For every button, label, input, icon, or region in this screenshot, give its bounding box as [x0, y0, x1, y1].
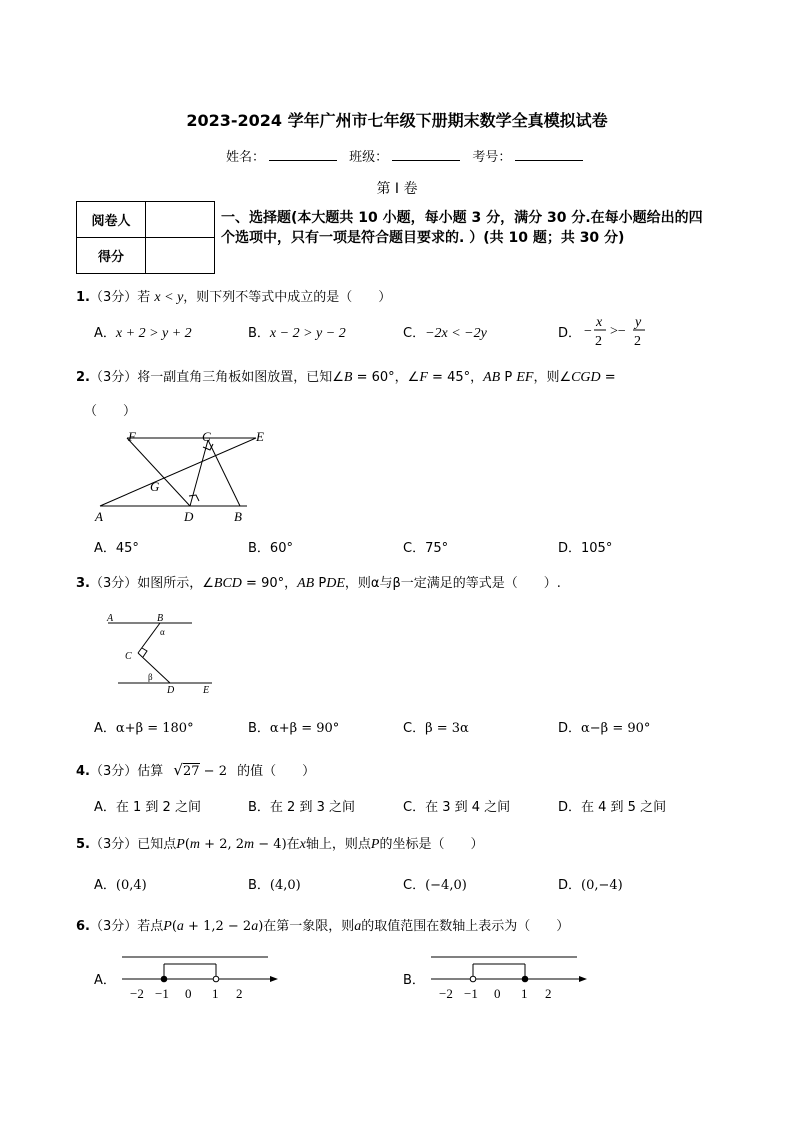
q2-right-angle-c — [203, 444, 213, 450]
exam-title: 2023-2024 学年广州市七年级下册期末数学全真模拟试卷 — [186, 111, 608, 130]
q6a-tick-0: 0 — [185, 986, 192, 1001]
q6-stem-1: 若点 — [137, 919, 164, 934]
q3-c-text: β = 3α — [425, 721, 469, 736]
q1-option-c — [403, 322, 487, 342]
q6a-tick-1: 1 — [212, 986, 219, 1001]
q2-line-ea — [100, 438, 256, 506]
exam-no-blank — [515, 148, 583, 161]
q2-line-cd — [190, 440, 208, 506]
q3-label-e: E — [203, 685, 210, 696]
q3-option-c — [403, 717, 469, 736]
q2-stem-6: AB — [483, 370, 501, 385]
q6-stem-6: a — [251, 919, 259, 934]
q2-stem-2: B — [343, 370, 353, 385]
q3-label-c: C — [125, 651, 132, 662]
q2-label-g: G — [150, 479, 160, 494]
q4-stem-tail: 的值（ ） — [237, 764, 316, 779]
q1-option-b — [248, 322, 346, 342]
q5-number: 5. — [76, 837, 90, 852]
q3-a-label: A． — [94, 721, 116, 736]
q6a-tick-neg2: −2 — [130, 986, 144, 1001]
q3-d-text: α−β = 90° — [581, 721, 651, 736]
q1-stem-text: 若 — [137, 290, 151, 305]
q2-stem-7: P — [500, 370, 517, 385]
q1-d-label: D． — [558, 326, 582, 341]
question-5 — [76, 833, 483, 853]
q2-option-a: A．45° — [94, 541, 139, 556]
q4-number: 4. — [76, 764, 90, 779]
q3-label-beta: β — [148, 672, 153, 682]
reviewer-blank-cell — [146, 202, 215, 238]
question-6 — [76, 915, 569, 935]
q4-option-b: B．在 2 到 3 之间 — [248, 800, 355, 815]
q5-d-label: D． — [558, 878, 582, 893]
q6-number: 6. — [76, 919, 90, 934]
class-label: 班级： — [349, 150, 389, 165]
q6b-open-point — [470, 976, 476, 982]
q6a-solid-point — [161, 976, 167, 982]
question-4 — [76, 760, 315, 779]
q5-score: （3分） — [89, 837, 138, 852]
q3-stem-4: AB — [297, 576, 315, 591]
q3-d-label: D． — [558, 721, 582, 736]
q2-stem-8: EF — [516, 370, 534, 385]
q1-b-text: x − 2 > y − 2 — [269, 326, 346, 341]
q6-stem-8: 在第一象限，则 — [263, 919, 355, 934]
q4-minus-two: − 2 — [199, 764, 227, 779]
q1-stem-math: x < y — [154, 290, 184, 305]
q3-label-a: A — [107, 613, 114, 624]
q2-stem-4: F — [419, 370, 428, 385]
q3-label-b: B — [157, 613, 164, 624]
q3-b-label: B． — [248, 721, 270, 736]
q1-d-num1: x — [596, 315, 603, 330]
name-blank — [269, 148, 337, 161]
q3-score: （3分） — [89, 576, 138, 591]
q2-figure — [90, 426, 275, 526]
q6-stem-3: ( — [171, 919, 177, 934]
q5-option-b — [248, 874, 301, 893]
q1-option-a — [94, 322, 192, 342]
q1-stem-tail: ，则下列不等式中成立的是（ ） — [183, 290, 392, 305]
q3-label-alpha: α — [160, 627, 165, 637]
q5-c-label: C． — [403, 878, 426, 893]
q3-label-d: D — [167, 685, 175, 696]
q6b-tick-2: 2 — [545, 986, 552, 1001]
q6-stem-4: a — [176, 919, 184, 934]
q1-c-label: C． — [403, 326, 426, 341]
score-cell: 得分 — [77, 238, 146, 274]
q5-option-d — [558, 874, 623, 893]
q5-stem-11: P — [370, 837, 380, 852]
q3-line-bc — [138, 623, 160, 653]
q1-d-gt: >− — [610, 324, 626, 339]
q3-option-b — [248, 717, 339, 736]
q6a-arrow — [270, 976, 278, 982]
q1-d-den1: 2 — [595, 334, 602, 349]
q5-stem-8: 在 — [286, 837, 300, 852]
q5-stem-4: m — [189, 837, 201, 852]
q1-a-label: A． — [94, 326, 116, 341]
q2-option-c: C．75° — [403, 541, 449, 556]
q1-d-num2: y — [635, 315, 642, 330]
q1-b-label: B． — [248, 326, 270, 341]
q6-option-b-numberline — [427, 946, 592, 1006]
q4-sqrt-expression — [173, 761, 227, 779]
question-1 — [76, 286, 391, 306]
q6-score: （3分） — [89, 919, 138, 934]
q6b-arrow — [579, 976, 587, 982]
question-3 — [76, 572, 561, 592]
q2-label-d: D — [184, 509, 194, 524]
q1-a-text: x + 2 > y + 2 — [115, 326, 192, 341]
q3-right-angle-c — [142, 648, 147, 657]
q2-right-angle-d — [189, 495, 199, 501]
q6-stem-5: + 1,2 − 2 — [183, 919, 252, 934]
q5-b-label: B． — [248, 878, 270, 893]
q5-option-a — [94, 874, 147, 893]
name-label: 姓名： — [226, 150, 266, 165]
q2-stem-10: CGD — [571, 370, 601, 385]
q4-option-a: A．在 1 到 2 之间 — [94, 800, 201, 815]
q2-label-a: A — [95, 509, 103, 524]
q1-number: 1. — [76, 290, 90, 305]
section-one-heading: 一、选择题(本大题共 10 小题，每小题 3 分，满分 30 分.在每小题给出的四个选项中，只有一项是符合题目要求的. ）(共 10 题；共 30 分) — [221, 210, 703, 246]
q6-option-a-numberline — [118, 946, 283, 1006]
q6b-tick-neg1: −1 — [464, 986, 478, 1001]
q5-stem-5: + 2, 2 — [200, 837, 245, 852]
q5-option-c — [403, 874, 467, 893]
q5-stem-9: x — [299, 837, 306, 852]
q5-a-text: (0,4) — [115, 878, 147, 893]
q2-label-e: E — [256, 429, 264, 444]
q3-a-text: α+β = 180° — [115, 721, 194, 736]
q5-d-text: (0,−4) — [581, 878, 623, 893]
q3-stem-7: ，则α与β一定满足的等式是（ ）. — [344, 576, 561, 591]
q5-stem-12: 的坐标是（ ） — [379, 837, 484, 852]
q2-stem-11: = — [600, 370, 616, 385]
q4-score: （3分） — [89, 764, 138, 779]
q4-option-d: D．在 4 到 5 之间 — [558, 800, 667, 815]
q6a-open-point — [213, 976, 219, 982]
q2-option-b: B．60° — [248, 541, 293, 556]
q6-stem-7: ) — [258, 919, 264, 934]
q3-line-cd — [138, 653, 170, 683]
q1-d-fractions — [584, 314, 654, 354]
q4-stem-1: 估算 — [137, 764, 164, 779]
q3-stem-5: P — [314, 576, 327, 591]
q2-stem-1: 将一副直角三角板如图放置，已知∠ — [137, 370, 344, 385]
q5-stem-3: ( — [184, 837, 190, 852]
q6b-tick-neg2: −2 — [439, 986, 453, 1001]
q5-stem-1: 已知点 — [137, 837, 177, 852]
q1-c-text: −2x < −2y — [425, 326, 487, 341]
q5-stem-7: − 4) — [254, 837, 287, 852]
q6-option-b-label: B． — [403, 973, 425, 988]
q5-stem-6: m — [244, 837, 255, 852]
question-2 — [76, 366, 616, 386]
q6-stem-9: a — [354, 919, 362, 934]
student-info-line — [226, 146, 591, 165]
q2-line-fd — [127, 438, 190, 506]
q2-label-f: F — [128, 429, 136, 444]
q3-stem-2: BCD — [213, 576, 242, 591]
class-blank — [392, 148, 460, 161]
q5-stem-2: P — [176, 837, 185, 852]
q2-label-c: C — [202, 429, 211, 444]
q4-radicand: 27 — [182, 764, 200, 779]
q3-stem-1: 如图所示，∠ — [137, 576, 214, 591]
q6-stem-2: P — [163, 919, 172, 934]
q3-option-d — [558, 717, 650, 736]
q5-stem-10: 轴上，则点 — [305, 837, 371, 852]
q6-stem-10: 的取值范围在数轴上表示为（ ） — [361, 919, 570, 934]
q1-d-minus1: − — [584, 324, 592, 339]
q6b-tick-0: 0 — [494, 986, 501, 1001]
q5-c-text: (−4,0) — [425, 878, 467, 893]
reviewer-cell: 阅卷人 — [77, 202, 146, 238]
q1-option-d — [558, 322, 581, 341]
q3-stem-3: = 90°， — [241, 576, 298, 591]
score-blank-cell — [146, 238, 215, 274]
q2-stem-9: ，则∠ — [533, 370, 572, 385]
q2-option-d: D．105° — [558, 541, 613, 556]
q6a-tick-neg1: −1 — [155, 986, 169, 1001]
q1-d-den2: 2 — [634, 334, 641, 349]
q5-b-text: (4,0) — [269, 878, 301, 893]
q3-b-text: α+β = 90° — [269, 721, 340, 736]
q2-stem-paren: （ ） — [84, 404, 137, 419]
q3-figure — [100, 610, 215, 695]
q3-c-label: C． — [403, 721, 426, 736]
q6b-tick-1: 1 — [521, 986, 528, 1001]
q2-number: 2. — [76, 370, 90, 385]
q3-option-a — [94, 717, 194, 736]
q5-a-label: A． — [94, 878, 116, 893]
volume-heading: 第 I 卷 — [376, 181, 418, 197]
q4-radical-sign: √ — [173, 761, 183, 779]
exam-no-label: 考号： — [472, 150, 512, 165]
q3-stem-6: DE — [326, 576, 345, 591]
q1-score: （3分） — [89, 290, 138, 305]
q2-line-cb — [208, 440, 240, 506]
score-table — [76, 201, 215, 274]
q6-option-a-label: A． — [94, 973, 116, 988]
q6a-tick-2: 2 — [236, 986, 243, 1001]
q4-option-c: C．在 3 到 4 之间 — [403, 800, 511, 815]
q6b-solid-point — [522, 976, 528, 982]
q2-label-b: B — [234, 509, 242, 524]
q2-stem-3: = 60°，∠ — [352, 370, 420, 385]
q2-stem-5: = 45°， — [427, 370, 484, 385]
q2-score: （3分） — [89, 370, 138, 385]
q3-number: 3. — [76, 576, 90, 591]
